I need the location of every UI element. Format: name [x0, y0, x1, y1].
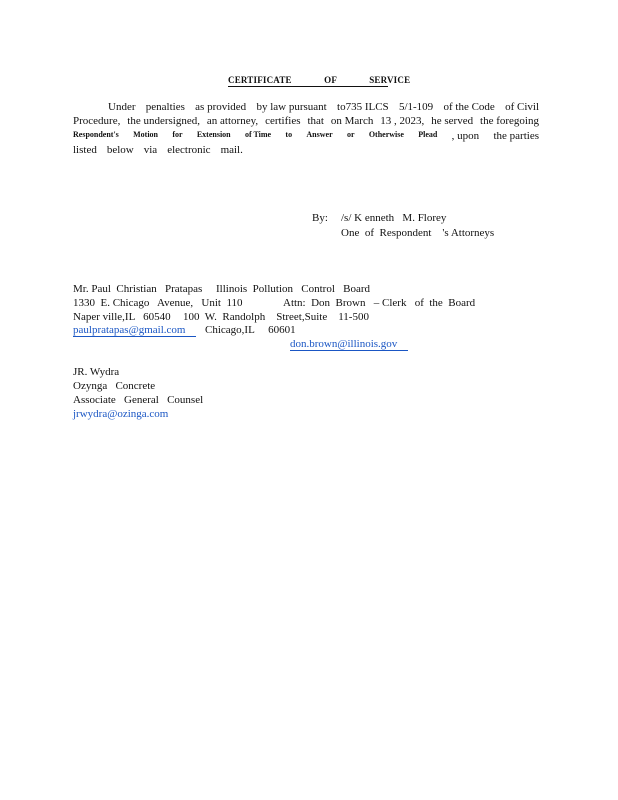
word: listed	[73, 144, 97, 156]
word: Extension	[196, 130, 231, 139]
word: that	[307, 115, 324, 127]
word: of Civil	[505, 101, 539, 113]
word: by law pursuant	[256, 101, 327, 113]
recipient-third-company: Ozynga Concrete	[73, 380, 156, 392]
word: he served	[431, 115, 474, 127]
word: the foregoing	[480, 115, 539, 127]
word: , upon	[451, 130, 480, 142]
recipient-right-name: Illinois Pollution Control Board	[216, 283, 371, 295]
recipient-right-address1: 100 W. Randolph Street,Suite 11-500	[183, 311, 369, 323]
paragraph-line-3	[73, 130, 539, 142]
word: an attorney,	[206, 115, 259, 127]
word: 13 , 2023,	[380, 115, 425, 127]
recipient-third-email-link[interactable]: jrwydra@ozinga.com	[73, 408, 169, 420]
word: mail.	[220, 144, 243, 156]
recipient-left-address1: 1330 E. Chicago Avenue, Unit 110	[73, 297, 243, 309]
signature-role: One of Respondent 's Attorneys	[341, 227, 495, 239]
word: below	[106, 144, 134, 156]
word: electronic	[167, 144, 211, 156]
word: the undersigned,	[127, 115, 200, 127]
word: as provided	[195, 101, 247, 113]
recipient-right-email-link[interactable]: don.brown@illinois.gov	[290, 338, 408, 351]
recipient-right-city: Chicago,IL 60601	[205, 324, 296, 336]
word: Respondent's	[73, 130, 119, 139]
signature-name: /s/ K enneth M. Florey	[341, 212, 447, 224]
signature-by-label: By:	[312, 212, 328, 224]
word: Otherwise	[368, 130, 404, 139]
word: on March	[330, 115, 374, 127]
recipient-third-role: Associate General Counsel	[73, 394, 204, 406]
word: or	[346, 130, 355, 139]
recipient-left-email-link[interactable]: paulpratapas@gmail.com	[73, 324, 196, 337]
word: certifies	[265, 115, 301, 127]
word: Plead	[418, 130, 438, 139]
word: of the Code	[443, 101, 495, 113]
recipient-third-name: JR. Wydra	[73, 366, 120, 378]
word: Answer	[306, 130, 333, 139]
word: Procedure,	[73, 115, 121, 127]
paragraph-line-1	[108, 101, 539, 113]
recipient-left-address2: Naper ville,IL 60540	[73, 311, 171, 323]
word: for	[172, 130, 183, 139]
word: to735 ILCS	[337, 101, 389, 113]
word: to	[285, 130, 293, 139]
paragraph-line-4	[73, 144, 539, 156]
paragraph-line-2	[73, 115, 539, 127]
word: Under	[108, 101, 136, 113]
word: penalties	[145, 101, 185, 113]
recipient-left-name: Mr. Paul Christian Pratapas	[73, 283, 203, 295]
recipient-right-attn: Attn: Don Brown – Clerk of the Board	[283, 297, 476, 309]
word: 5/1-109	[398, 101, 434, 113]
word: Motion	[133, 130, 158, 139]
word: via	[143, 144, 158, 156]
word: the parties	[493, 130, 539, 142]
word: of Time	[244, 130, 272, 139]
document-title: CERTIFICATE OF SERVICE	[228, 75, 411, 85]
